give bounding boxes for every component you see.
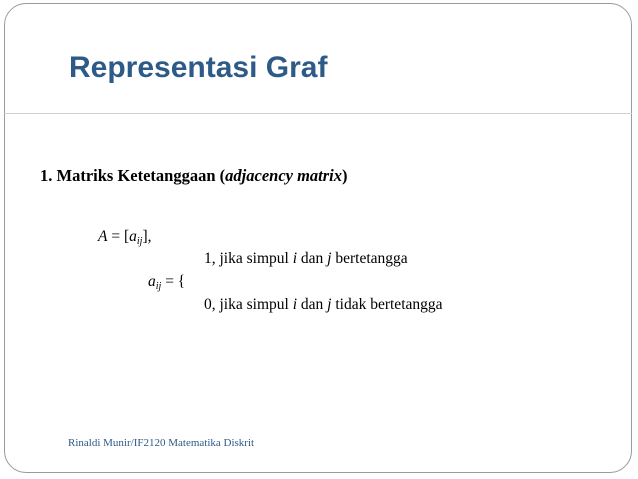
matrix-symbol: A [98, 228, 108, 245]
case-one-line [204, 250, 408, 268]
case-zero-mid: dan [297, 296, 328, 313]
section-term: adjacency matrix [225, 166, 343, 185]
entry-subscript-2: ij [155, 281, 162, 292]
case-zero-suffix: tidak bertetangga [331, 296, 443, 313]
matrix-equals-open: = [ [107, 228, 130, 245]
case-zero-j: j [327, 296, 332, 313]
case-zero-prefix: 0, jika simpul [204, 296, 293, 313]
section-open-paren: ( [219, 166, 226, 185]
case-one-j: j [327, 250, 332, 267]
entry-equals-brace: = { [161, 273, 186, 290]
entry-subscript: ij [136, 236, 143, 247]
case-one-i: i [292, 250, 298, 267]
entry-definition [148, 273, 185, 292]
matrix-definition [98, 228, 151, 247]
section-number: 1. [40, 166, 53, 185]
entry-symbol: a [129, 228, 137, 245]
title-divider [4, 113, 632, 114]
case-zero-i: i [292, 296, 298, 313]
case-one-suffix: bertetangga [331, 250, 408, 267]
matrix-close: ], [142, 228, 152, 245]
slide-footer: Rinaldi Munir/IF2120 Matematika Diskrit [68, 437, 255, 449]
section-heading [40, 166, 348, 186]
section-label: Matriks Ketetanggaan [56, 166, 216, 185]
entry-symbol-2: a [148, 273, 156, 290]
case-one-mid: dan [297, 250, 328, 267]
slide-title: Representasi Graf [69, 51, 328, 84]
case-zero-line [204, 296, 443, 314]
case-one-prefix: 1, jika simpul [204, 250, 293, 267]
section-close-paren: ) [342, 166, 348, 185]
